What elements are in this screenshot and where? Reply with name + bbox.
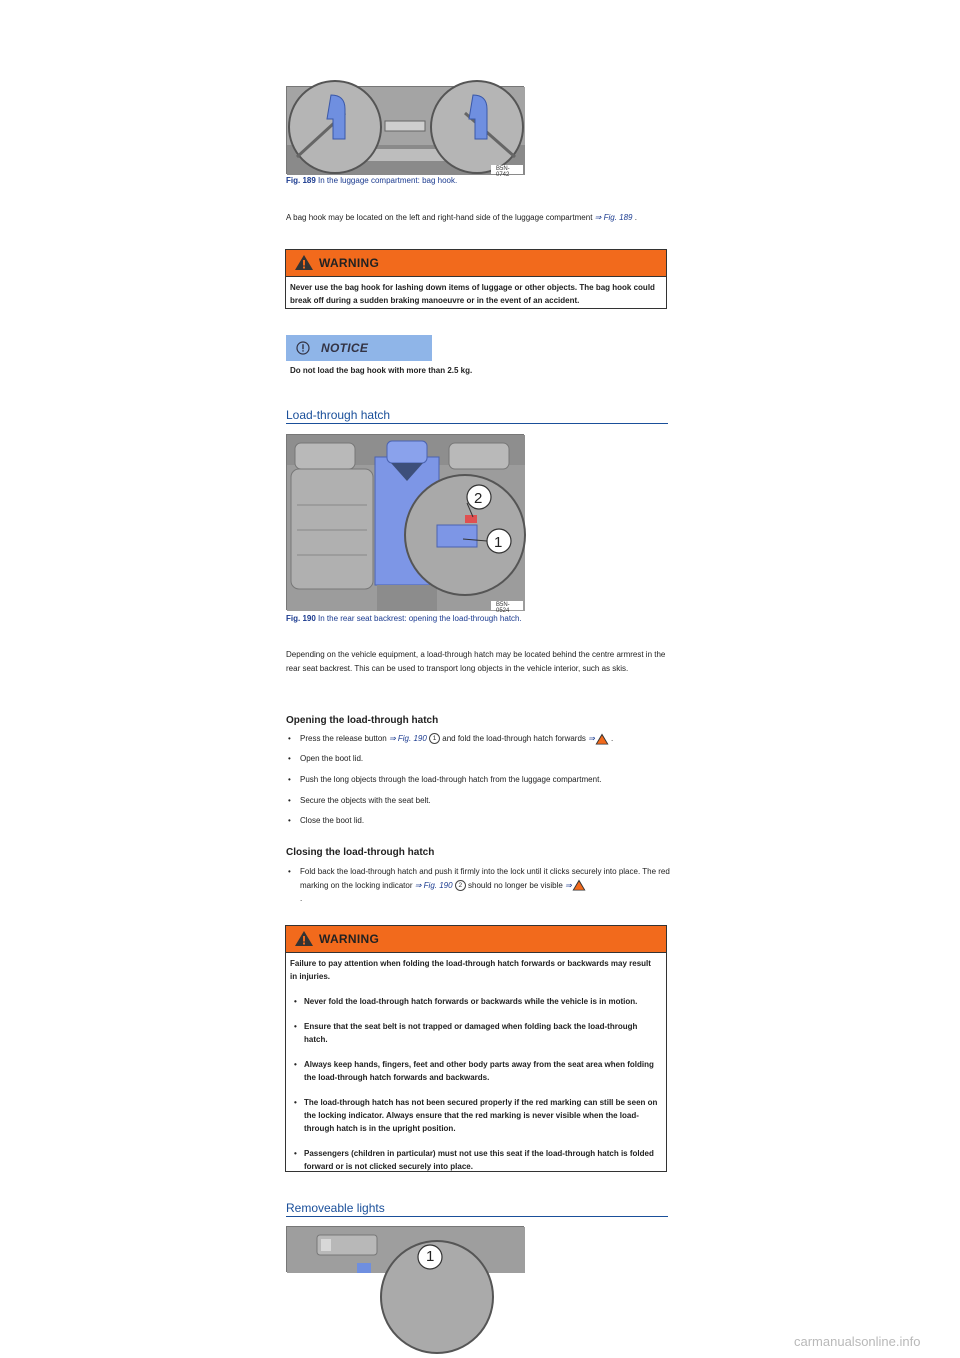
warning-intro: Failure to pay attention when folding the load-through hatch forwards or backwards may result in injuries. [290,959,651,981]
warning-item: • Never fold the load-through hatch forwards or backwards while the vehicle is in motion. [290,995,660,1008]
warning-list [290,995,660,1173]
figure-code: B5N-0524 [496,602,510,614]
section-heading-load-through-hatch: Load-through hatch [286,408,668,424]
callout-label-1: 1 [494,534,503,551]
figure-189-caption [286,176,457,185]
exclamation-circle-icon [296,341,310,355]
opening-step-1: • Press the release button ⇒ Fig. 190 1 and fold the load-through hatch forwards ⇒ . [288,734,614,743]
intro-end: . [632,213,637,222]
warning-title: WARNING [319,256,380,270]
callout-label-1: 1 [426,1248,435,1265]
warning-item: • Ensure that the seat belt is not trapped or damaged when folding back the load-through hatch. [290,1020,660,1046]
subheading-closing: Closing the load-through hatch [286,847,435,858]
step-text: should no longer be visible [465,880,565,890]
step-text: and fold the load-through hatch forwards [440,734,589,743]
warning-icon [294,254,314,271]
opening-step-2: • Open the boot lid. [288,754,364,763]
warning-title: WARNING [319,932,380,946]
step-text: Fold back the load-through hatch and push it firmly into the lock until it clicks securely into place. The red marking on the locking indicator [300,867,670,890]
figure-189-link[interactable]: ⇒ Fig. 189 [594,213,633,222]
section-heading-removeable-lights: Removeable lights [286,1201,668,1217]
intro-paragraph [286,211,706,225]
callout-number: 1 [429,733,440,744]
warning-item: • The load-through hatch has not been secured properly if the red marking can still be seen on the locking indicator. Always ensure that the red marking is never visible when the load-through hatch is in the upright position. [290,1096,660,1135]
figure-191-image [286,1226,524,1272]
warning-icon [595,733,609,745]
warning-icon [572,879,586,891]
opening-step-3: • Push the long objects through the load-through hatch from the luggage compartment. [288,775,602,784]
callout-number: 2 [455,880,466,891]
opening-step-4: • Secure the objects with the seat belt. [288,796,431,805]
notice-header [286,335,432,361]
warning-link[interactable]: ⇒ [565,880,572,890]
warning-box-1 [285,249,667,309]
warning-box-2 [285,925,667,1172]
warning-item: • Always keep hands, fingers, feet and other body parts away from the seat area when folding the load-through hatch forwards and backwards. [290,1058,660,1084]
step-text: Close the boot lid. [300,816,365,825]
step-text: . [608,734,614,743]
figure-190-link[interactable]: ⇒ Fig. 190 [388,734,427,743]
notice-text: Do not load the bag hook with more than 2.5 kg. [290,366,473,375]
step-text: Open the boot lid. [300,754,364,763]
step-text: Secure the objects with the seat belt. [300,796,431,805]
closing-step-1: • Fold back the load-through hatch and push it firmly into the lock until it clicks securely into place. The red marking on the locking indicator ⇒ Fig. 190 2 should no longer be visible ⇒ . [288,867,670,903]
warning-body [286,953,666,1179]
caption-text: In the luggage compartment: bag hook. [315,176,458,185]
caption-text: In the rear seat backrest: opening the load-through hatch. [315,614,522,623]
step-text: Press the release button [300,734,389,743]
callout-label-2: 2 [474,490,483,507]
subheading-opening: Opening the load-through hatch [286,715,439,726]
notice-title: NOTICE [321,341,369,355]
watermark-footer: carmanualsonline.info [794,1334,921,1349]
figure-code: B5N-0742 [496,166,510,178]
figure-190-link[interactable]: ⇒ Fig. 190 [414,880,453,890]
opening-step-5: • Close the boot lid. [288,816,365,825]
warning-text: Never use the bag hook for lashing down items of luggage or other objects. The bag hook could break off during a sudden braking manoeuvre or in the event of an accident. [290,283,655,305]
warning-item: • Passengers (children in particular) must not use this seat if the load-through hatch is folded forward or is not clicked securely into place. [290,1147,660,1173]
step-text: . [300,894,303,903]
warning-icon [294,930,314,947]
intro-text: A bag hook may be located on the left and right-hand side of the luggage compartment [286,213,595,222]
figure-190-image [286,434,524,614]
warning-header [286,250,666,277]
figure-189-image [286,86,524,178]
warning-link[interactable]: ⇒ [588,734,595,743]
figure-190-caption [286,614,522,623]
warning-header [286,926,666,953]
caption-number: Fig. 189 [286,176,316,185]
description-paragraph: Depending on the vehicle equipment, a load-through hatch may be located behind the centre armrest in the rear seat backrest. This can be used to transport long objects in the vehicle interior, such as skis. [286,650,666,673]
step-text: Push the long objects through the load-through hatch from the luggage compartment. [300,775,602,784]
caption-number: Fig. 190 [286,614,316,623]
